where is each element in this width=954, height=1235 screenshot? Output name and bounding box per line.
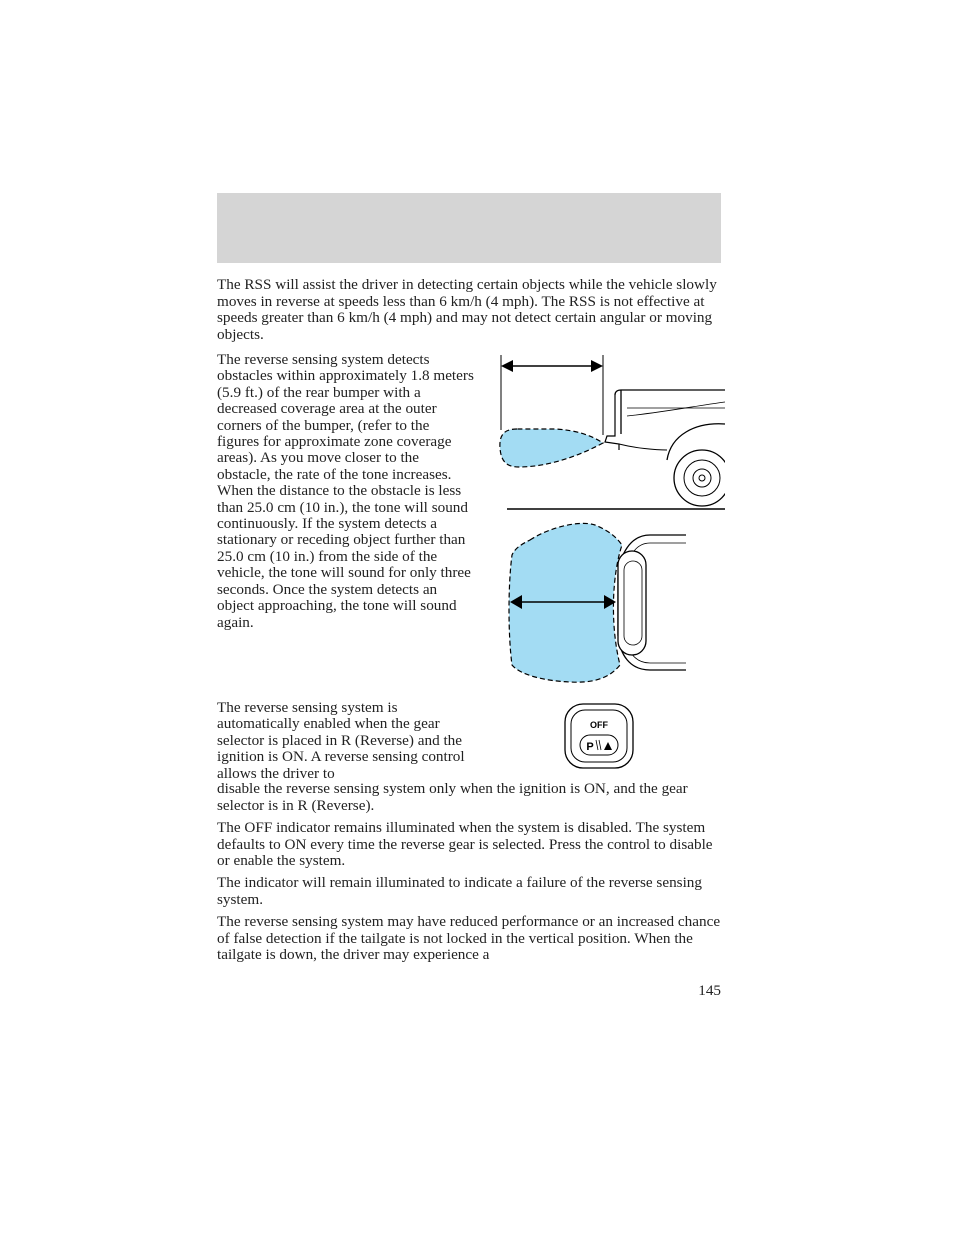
intro-paragraph: The RSS will assist the driver in detecting certain objects while the vehicle slowly moves in reverse at speeds less than 6 km/h (4 mph). The RSS is not effective at speeds greater than 6 km/h (4 mph) and may not detect certain angular or moving objects. bbox=[217, 276, 717, 343]
page-number: 145 bbox=[698, 982, 721, 999]
failure-paragraph: The indicator will remain illuminated to indicate a failure of the reverse sensing system. bbox=[217, 874, 702, 908]
top-view-figure bbox=[500, 515, 690, 690]
enabled-paragraph-part1: The reverse sensing system is automatically enabled when the gear selector is placed in R (Reverse) and the ignition is ON. A reverse sensing control allows the driver to bbox=[217, 699, 465, 782]
off-indicator-paragraph: The OFF indicator remains illuminated when the system is disabled. The system defaults to ON every time the reverse gear is selected. Press the control to disable or enable the system. bbox=[217, 819, 713, 870]
tailgate-paragraph: The reverse sensing system may have reduced performance or an increased chance of false detection if the tailgate is not locked in the vertical position. When the tailgate is down, the driver may experience a bbox=[217, 913, 721, 964]
side-coverage-zone bbox=[500, 429, 603, 467]
rss-off-button-figure[interactable] bbox=[563, 702, 635, 770]
enabled-paragraph-part2: disable the reverse sensing system only when the ignition is ON, and the gear selector is in R (Reverse). bbox=[217, 780, 688, 814]
section-header-band bbox=[217, 193, 721, 263]
side-view-figure bbox=[495, 350, 725, 515]
off-indicator-label: OFF bbox=[590, 720, 608, 730]
park-aid-label: P bbox=[586, 741, 594, 753]
detection-paragraph: The reverse sensing system detects obstacles within approximately 1.8 meters (5.9 ft.) of the rear bumper with a decreased coverage area at the outer corners of the bumper, (refer to the figures for approximate zone coverage areas). As you move closer to the obstacle, the rate of the tone increases. When the distance to the obstacle is less than 25.0 cm (10 in.), the tone will sound continuously. If the system detects a stationary or receding object further than 25.0 cm (10 in.) from the side of the vehicle, the tone will sound for only three seconds. Once the system detects an object approaching, the tone will sound again. bbox=[217, 351, 474, 631]
